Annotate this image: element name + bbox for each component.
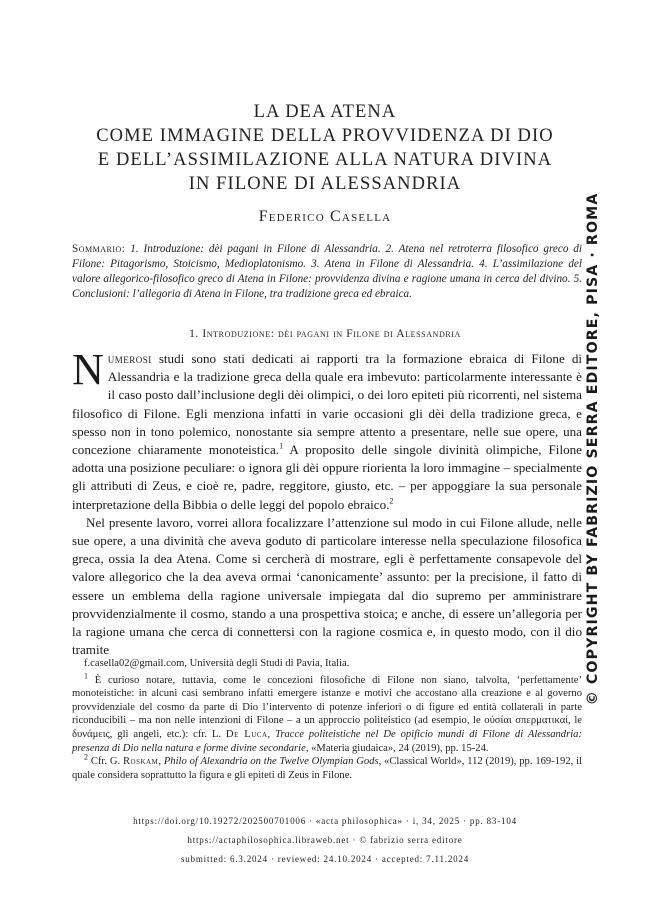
summary <box>72 242 582 302</box>
footnote-ref-1: 1 <box>279 441 284 451</box>
footnote-2-author: Roskam <box>122 756 159 768</box>
footnotes <box>72 657 582 782</box>
footnote-2 <box>72 752 582 782</box>
doi-line: https://doi.org/10.19272/202500701006 · «acta philosophica» · i, 34, 2025 · pp. 83-104 <box>133 816 517 826</box>
title-line-2: COME IMMAGINE DELLA PROVVIDENZA DI DIO <box>96 126 554 146</box>
lead-small-caps: umerosi <box>107 351 152 366</box>
author-name: Federico Casella <box>258 208 392 225</box>
title-line-3: E DELL’ASSIMILAZIONE ALLA NATURA DIVINA <box>97 150 553 170</box>
body-text <box>72 345 582 659</box>
summary-label: Sommario: <box>72 243 126 255</box>
footnote-ref-2: 2 <box>389 496 394 506</box>
section-heading: 1. Introduzione: dèi pagani in Filone di Alessandria <box>189 328 461 340</box>
footnote-1-number: 1 <box>84 671 88 681</box>
title-line-1: LA DEA ATENA <box>253 102 397 122</box>
paragraph-1 <box>72 345 582 514</box>
footnote-2-text-a: Cfr. G. <box>88 756 123 768</box>
author-email-affiliation: f.casella02@gmail.com, Università degli Studi di Pavia, Italia. <box>84 658 350 669</box>
footnote-1-author: De Luca <box>225 728 268 740</box>
paragraph-1-text-a: studi sono stati dedicati ai rapporti tra la formazione ebraica di Filone di Alessandria e la tradizione greca della quale era imbevuto: particolarmente interessante è il caso posto dall’inclusione degli dèi olimpici, o dei loro epiteti più ricorrenti, nel sistema filosofico di Filone. Egli menziona infatti in varie occasioni gli dèi della tradizione greca, e spesso non in tono polemico, nonostante sia sempre attento a presentare, nelle sue opere, una concezione chiaramente monoteistica. <box>72 351 582 458</box>
footnote-2-number: 2 <box>84 752 88 762</box>
footnote-1-text-a: È curioso notare, tuttavia, come le concezioni filosofiche di Filone non siano, talvolta, ‘perfettamente’ monoteistiche: in alcuni casi sembrano infatti emergere istanze e motivi che accostano alla creazione e al governo provvidenziale del cosmo da parte di Dio l’intervento di potenze inferiori o di figure ed entità collaterali in parte riconducibili – ma non nelle intenzioni di Filone – a un approccio politeistico (ad esempio, le οὐσίαι σπερματικαί, le δυνάμεις, gli angeli, etc.): cfr. L. <box>72 674 582 740</box>
footnote-1-text-b: , <box>267 728 276 740</box>
paragraph-2: Nel presente lavoro, vorrei allora focalizzare l’attenzione sul modo in cui Filone allude, nelle sue opere, a una divinità che aveva goduto di particolare interesse nella speculazione filosofica greca, ossia la dea Atena. Come si cercherà di mostrare, egli è perfettamente consapevole del valore allegorico che la dea aveva ormai ‘canonicamente’ assunto: per la precisione, il fatto di essere un emblema della ragione universale impiegata dal dio supremo per amministrare provvidenzialmente il cosmo, stando a una prospettiva stoica; e anche, di essere un’allegoria per la ragione umana che cerca di connettersi con la ragione cosmica e, in questo modo, con il dio tramite <box>72 514 582 658</box>
submission-dates: submitted: 6.3.2024 · reviewed: 24.10.2024 · accepted: 7.11.2024 <box>180 854 470 864</box>
footnote-1 <box>72 671 582 756</box>
summary-text: 1. Introduzione: dèi pagani in Filone di Alessandria. 2. Atena nel retroterra filosofico greco di Filone: Pitagorismo, Stoicismo, Medioplatonismo. 3. Atena in Filone di Alessandria. 4. L’assimilazione del valore allegorico-filosofico greco di Atena in Filone: provvidenza divina e ragione umana in cerca del divino. 5. Conclusioni: l’allegoria di Atena in Filone, tra tradizione greca ed ebraica. <box>72 243 583 300</box>
article-title <box>0 100 650 196</box>
footnote-2-text-b: , <box>158 756 164 768</box>
publisher-line: https://actaphilosophica.libraweb.net · © fabrizio serra editore <box>187 835 463 845</box>
paragraph-1-text-b: A proposito delle singole divinità olimpiche, Filone adotta una posizione peculiare: o ignora gli dèi oppure riorienta la loro immagine – specialmente gli attributi di Zeus, e cioè re, padre, reggitore, giusto, etc. – per appoggiare la sua personale interpretazione della Bibbia o delle leggi del popolo ebraico. <box>72 442 582 512</box>
footnote-2-title: Philo of Alexandria on the Twelve Olympian Gods <box>163 756 379 768</box>
side-copyright-text: © COPYRIGHT BY FABRIZIO SERRA EDITORE, PISA · ROMA <box>585 192 601 706</box>
title-line-4: IN FILONE DI ALESSANDRIA <box>188 174 462 194</box>
footnote-1-title: Tracce politeistiche nel De opificio mundi di Filone di Alessandria: presenza di Dio nella natura e forme divine secondarie <box>72 728 582 754</box>
side-copyright-notice <box>573 192 613 706</box>
footnote-2-text-c: , «Classical World», 112 (2019), pp. 169-192, il quale considera soprattutto la figura e gli epiteti di Zeus in Filone. <box>72 756 582 781</box>
drop-cap: N <box>72 345 104 394</box>
publication-metadata <box>0 812 650 869</box>
footnote-1-text-c: , «Materia giudaica», 24 (2019), pp. 15-24. <box>305 742 489 754</box>
